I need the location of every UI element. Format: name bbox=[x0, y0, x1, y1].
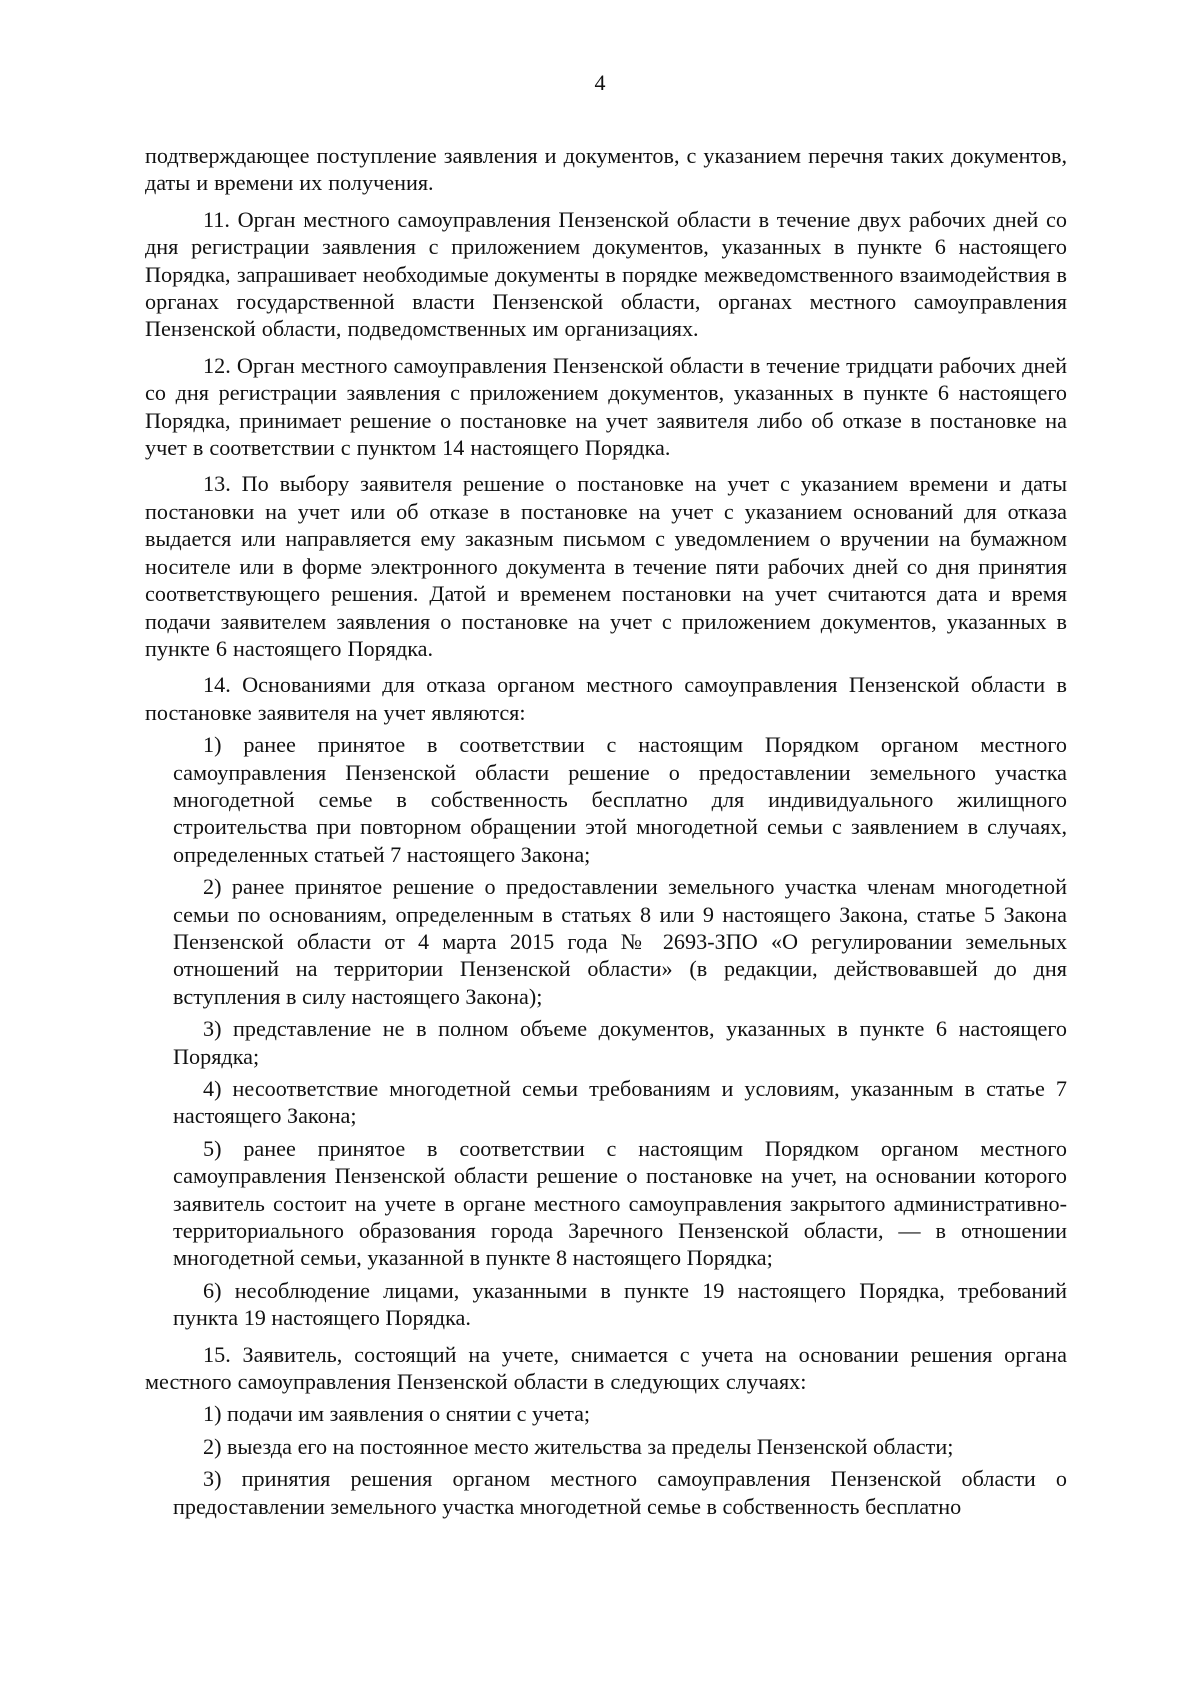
paragraph-13: 13. По выбору заявителя решение о постановке на учет с указанием времени и даты постановки на учет или об отказе в постановке на учет с указанием оснований для отказа выдается или направляется ему заказным письмом с уведомлением о вручении на бумажном носителе или в форме электронного документа в течение пяти рабочих дней со дня принятия соответствующего решения. Датой и временем постановки на учет считаются дата и время подачи заявителем заявления о постановке на учет с приложением документов, указанных в пункте 6 настоящего Порядка. bbox=[145, 471, 1067, 661]
document-body bbox=[145, 142, 1067, 1520]
ground-item-4: 4) несоответствие многодетной семьи требованиям и условиям, указанным в статье 7 настоящего Закона; bbox=[173, 1076, 1067, 1129]
ground-item-5: 5) ранее принятое в соответствии с настоящим Порядком органом местного самоуправления Пензенской области решение о постановке на учет, на основании которого заявитель состоит на учете в органе местного самоуправления закрытого административно-территориального образования города Заречного Пензенской области, — в отношении многодетной семьи, указанной в пункте 8 настоящего Порядка; bbox=[173, 1135, 1067, 1271]
paragraph-continuation: подтверждающее поступление заявления и документов, с указанием перечня таких документов, даты и времени их получения. bbox=[145, 143, 1067, 196]
removal-case-2: 2) выезда его на постоянное место жительства за пределы Пензенской области; bbox=[203, 1433, 954, 1459]
paragraph-14: 14. Основаниями для отказа органом местного самоуправления Пензенской области в постановке заявителя на учет являются: bbox=[145, 672, 1067, 725]
ground-item-1: 1) ранее принятое в соответствии с настоящим Порядком органом местного самоуправления Пензенской области решение о предоставлении земельного участка многодетной семье в собственность бесплатно для индивидуального жилищного строительства при повторном обращении этой многодетной семьи с заявлением в случаях, определенных статьей 7 настоящего Закона; bbox=[173, 732, 1067, 867]
ground-item-2: 2) ранее принятое решение о предоставлении земельного участка членам многодетной семьи по основаниям, определенным в статьях 8 или 9 настоящего Закона, статье 5 Закона Пензенской области от 4 марта 2015 года № 2693-ЗПО «О регулировании земельных отношений на территории Пензенской области» (в редакции, действовавшей до дня вступления в силу настоящего Закона); bbox=[173, 874, 1067, 1009]
paragraph-11: 11. Орган местного самоуправления Пензенской области в течение двух рабочих дней со дня регистрации заявления с приложением документов, указанных в пункте 6 настоящего Порядка, запрашивает необходимые документы в порядке межведомственного взаимодействия в органах государственной власти Пензенской области, органах местного самоуправления Пензенской области, подведомственных им организациях. bbox=[145, 206, 1067, 342]
removal-case-1: 1) подачи им заявления о снятии с учета; bbox=[203, 1401, 591, 1427]
ground-item-6: 6) несоблюдение лицами, указанными в пункте 19 настоящего Порядка, требований пункта 19 настоящего Порядка. bbox=[173, 1277, 1067, 1331]
page-number: 4 bbox=[594, 70, 606, 95]
paragraph-12: 12. Орган местного самоуправления Пензенской области в течение тридцати рабочих дней со дня регистрации заявления с приложением документов, указанных в пункте 6 настоящего Порядка, принимает решение о постановке на учет заявителя либо об отказе в постановке на учет в соответствии с пунктом 14 настоящего Порядка. bbox=[145, 352, 1067, 461]
ground-item-3: 3) представление не в полном объеме документов, указанных в пункте 6 настоящего Порядка; bbox=[173, 1016, 1067, 1069]
removal-case-3: 3) принятия решения органом местного самоуправления Пензенской области о предоставлении земельного участка многодетной семье в собственность бесплатно bbox=[173, 1466, 1067, 1519]
paragraph-15: 15. Заявитель, состоящий на учете, снимается с учета на основании решения органа местного самоуправления Пензенской области в следующих случаях: bbox=[145, 1341, 1067, 1395]
